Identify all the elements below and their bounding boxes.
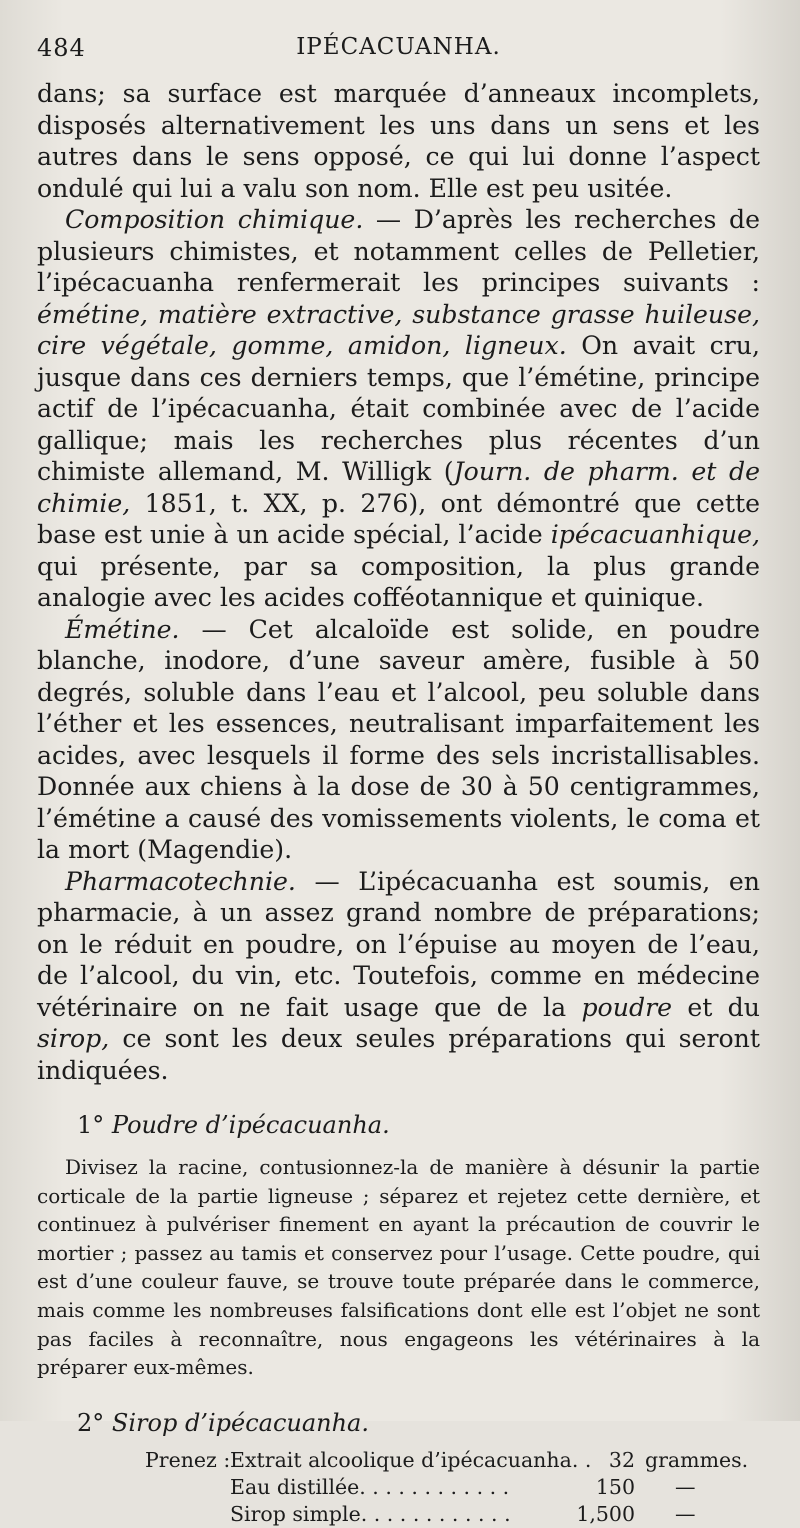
paragraph-title: Émétine. [65, 614, 180, 644]
page-number: 484 [37, 34, 86, 62]
ingredient-unit: grammes. [645, 1447, 749, 1472]
ingredient-quantity: 150 [595, 1474, 635, 1499]
citation: Journ. de pharm. et de chimie, [37, 457, 761, 518]
body-text [37, 78, 760, 1086]
paragraph-composition-chimique: Composition chimique. — D’après les recherches de plusieurs chimistes, et notamment celles de Pelletier, l’ipécacuanha renfermerait les principes suivants : émétine, matière extractive, substance grasse huileuse, cire végétale, gomme, amidon, ligneux. On avait cru, jusque dans ces derniers temps, que l’émétine, principe actif de l’ipécacuanha, était combinée avec de l’acide gallique; mais les recherches plus récentes d’un chimiste allemand, M. Willigk (Journ. de pharm. et de chimie, 1851, t. XX, p. 276), ont démontré que cette base est unie à un acide spécial, l’acide ipécacuanhique, qui présente, par sa composition, la plus grande analogie avec les acides cofféotannique et quinique. [37, 205, 761, 612]
section-heading-poudre [77, 1110, 760, 1141]
section-number: 2° [77, 1408, 105, 1437]
ingredient-quantity: 1,500 [576, 1501, 635, 1526]
section-title: Sirop d’ipécacuanha. [111, 1408, 369, 1437]
running-head: IPÉCACUANHA. [296, 34, 501, 60]
recipe-row [37, 1447, 760, 1474]
section-number: 1° [77, 1111, 105, 1139]
recipe-row [37, 1501, 760, 1528]
ingredient-quantity: 32 [608, 1447, 635, 1472]
ingredient-name: Extrait alcoolique d’ipécacuanha. . [230, 1447, 592, 1472]
paragraph-title: Pharmacotechnie. [65, 866, 296, 896]
section-heading-sirop [77, 1408, 760, 1439]
ingredient-unit: — [675, 1501, 696, 1526]
section-title: Poudre d’ipécacuanha. [111, 1111, 390, 1139]
paragraph-emetine: Émétine. — Cet alcaloïde est solide, en poudre blanche, inodore, d’une saveur amère, fusible à 50 degrés, soluble dans l’eau et l’alcool, peu soluble dans l’éther et les essences, neutralisant imparfaitement les acides, avec lesquels il forme des sels incristallisables. Donnée aux chiens à la dose de 30 à 50 centigrammes, l’émétine a causé des vomissements violents, le coma et la mort (Magendie). [37, 614, 760, 864]
ingredient-name: Sirop simple. . . . . . . . . . . . [230, 1501, 511, 1526]
recipe-row [37, 1474, 760, 1501]
paragraph-continuation: dans; sa surface est marquée d’anneaux incomplets, disposés alternativement les uns dans un sens et les autres dans le sens opposé, ce qui lui donne l’aspect ondulé qui lui a valu son nom. Elle est peu usitée. [37, 79, 760, 203]
ingredient-name: Eau distillée. . . . . . . . . . . . [230, 1474, 510, 1499]
paragraph-title: Composition chimique. [65, 205, 364, 234]
recipe-formula [37, 1447, 760, 1528]
paragraph-pharmacotechnie: Pharmacotechnie. — L’ipécacuanha est soumis, en pharmacie, à un assez grand nombre de préparations; on le réduit en poudre, on l’épuise au moyen de l’eau, de l’alcool, du vin, etc. Toutefois, comme en médecine vétérinaire on ne fait usage que de la poudre et du sirop, ce sont les deux seules préparations qui seront indiquées. [37, 866, 760, 1085]
recipe-lead: Prenez : [145, 1447, 231, 1472]
page-header [37, 30, 760, 78]
ingredient-unit: — [675, 1474, 696, 1499]
section-poudre-text: Divisez la racine, contusionnez-la de manière à désunir la partie corticale de la partie ligneuse ; séparez et rejetez cette dernière, et continuez à pulvériser finement en ayant la précaution de couvrir le mortier ; passez au tamis et conservez pour l’usage. Cette poudre, qui est d’une couleur fauve, se trouve toute préparée dans le commerce, mais comme les nombreuses falsifications dont elle est l’objet ne sont pas faciles à reconnaître, nous engageons les vétérinaires à la préparer eux-mêmes. [37, 1155, 760, 1380]
